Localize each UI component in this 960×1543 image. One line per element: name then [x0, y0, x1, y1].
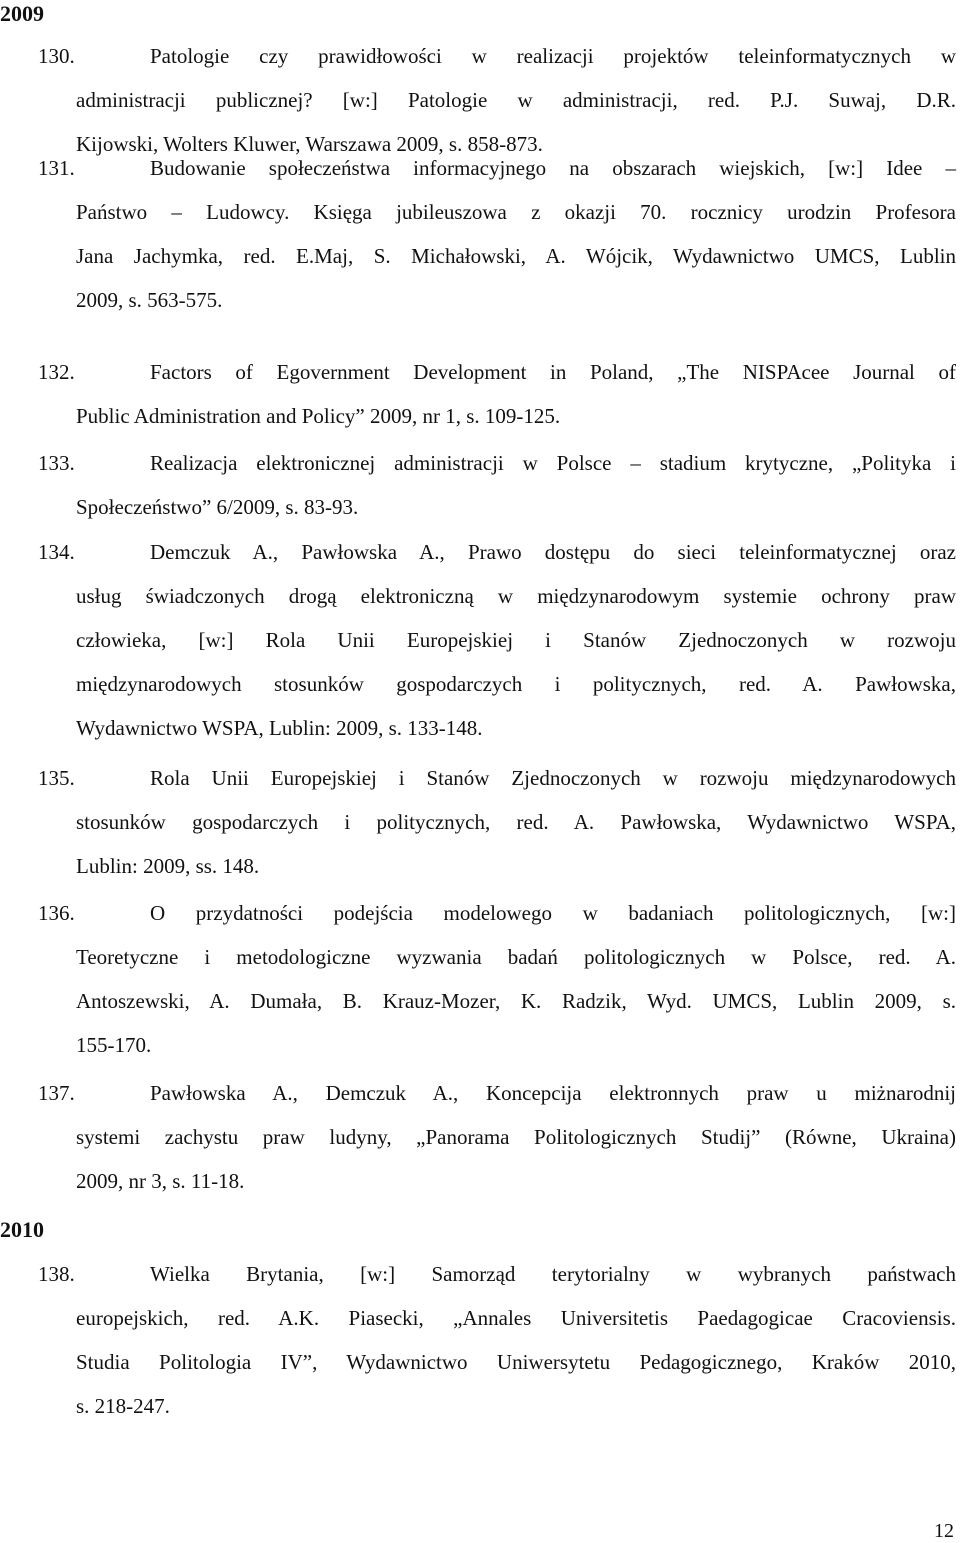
entry-line: Pawłowska A., Demczuk A., Koncepcija elektronnych praw u miżnarodnij	[150, 1081, 956, 1105]
entry-number: 138.	[38, 1262, 75, 1286]
entry-line: Budowanie społeczeństwa informacyjnego na obszarach wiejskich, [w:] Idee –	[150, 156, 956, 180]
entry-line: Społeczeństwo” 6/2009, s. 83-93.	[76, 495, 359, 519]
entry-line: Public Administration and Policy” 2009, nr 1, s. 109-125.	[76, 404, 561, 428]
entry-line: stosunków gospodarczych i politycznych, red. A. Pawłowska, Wydawnictwo WSPA,	[76, 810, 956, 834]
entry-line: europejskich, red. A.K. Piasecki, „Annales Universitetis Paedagogicae Cracoviensis.	[76, 1306, 956, 1330]
entry-line: Kijowski, Wolters Kluwer, Warszawa 2009, s. 858-873.	[76, 132, 543, 156]
entry-number: 132.	[38, 360, 75, 384]
entry-line: Antoszewski, A. Dumała, B. Krauz-Mozer, K. Radzik, Wyd. UMCS, Lublin 2009, s.	[76, 989, 956, 1013]
entry-number: 133.	[38, 451, 75, 475]
year-heading: 2010	[0, 1217, 44, 1242]
entry-line: 155-170.	[76, 1033, 152, 1057]
entry-line: Studia Politologia IV”, Wydawnictwo Uniwersytetu Pedagogicznego, Kraków 2010,	[76, 1350, 956, 1374]
entry-line: usług świadczonych drogą elektroniczną w międzynarodowym systemie ochrony praw	[76, 584, 956, 608]
entry-line: Patologie czy prawidłowości w realizacji projektów teleinformatycznych w	[150, 44, 956, 68]
entry-line: systemi zachystu praw ludyny, „Panorama Politologicznych Studij” (Równe, Ukraina)	[76, 1125, 956, 1149]
entry-number: 134.	[38, 540, 75, 564]
page-number: 12	[934, 1520, 954, 1542]
entry-line: Wielka Brytania, [w:] Samorząd terytorialny w wybranych państwach	[150, 1262, 956, 1286]
entry-line: Teoretyczne i metodologiczne wyzwania badań politologicznych w Polsce, red. A.	[76, 945, 956, 969]
entry-line: Lublin: 2009, ss. 148.	[76, 854, 260, 878]
entry-line: 2009, s. 563-575.	[76, 288, 223, 312]
entry-line: administracji publicznej? [w:] Patologie w administracji, red. P.J. Suwaj, D.R.	[76, 88, 956, 112]
entry-number: 136.	[38, 901, 75, 925]
entry-line: człowieka, [w:] Rola Unii Europejskiej i Stanów Zjednoczonych w rozwoju	[76, 628, 956, 652]
entry-number: 135.	[38, 766, 75, 790]
entry-line: Państwo – Ludowcy. Księga jubileuszowa z okazji 70. rocznicy urodzin Profesora	[76, 200, 956, 224]
entry-line: Wydawnictwo WSPA, Lublin: 2009, s. 133-148.	[76, 716, 483, 740]
entry-number: 130.	[38, 44, 75, 68]
entry-line: Jana Jachymka, red. E.Maj, S. Michałowski, A. Wójcik, Wydawnictwo UMCS, Lublin	[76, 244, 956, 268]
entry-line: Demczuk A., Pawłowska A., Prawo dostępu do sieci teleinformatycznej oraz	[150, 540, 956, 564]
entry-number: 131.	[38, 156, 75, 180]
entry-line: 2009, nr 3, s. 11-18.	[76, 1169, 245, 1193]
entry-line: międzynarodowych stosunków gospodarczych i politycznych, red. A. Pawłowska,	[76, 672, 956, 696]
entry-line: Rola Unii Europejskiej i Stanów Zjednoczonych w rozwoju międzynarodowych	[150, 766, 956, 790]
entry-line: Realizacja elektronicznej administracji w Polsce – stadium krytyczne, „Polityka i	[150, 451, 956, 475]
entry-line: Factors of Egovernment Development in Poland, „The NISPAcee Journal of	[150, 360, 956, 384]
entry-line: O przydatności podejścia modelowego w badaniach politologicznych, [w:]	[150, 901, 956, 925]
entry-number: 137.	[38, 1081, 75, 1105]
entry-line: s. 218-247.	[76, 1394, 170, 1418]
year-heading: 2009	[0, 1, 44, 26]
